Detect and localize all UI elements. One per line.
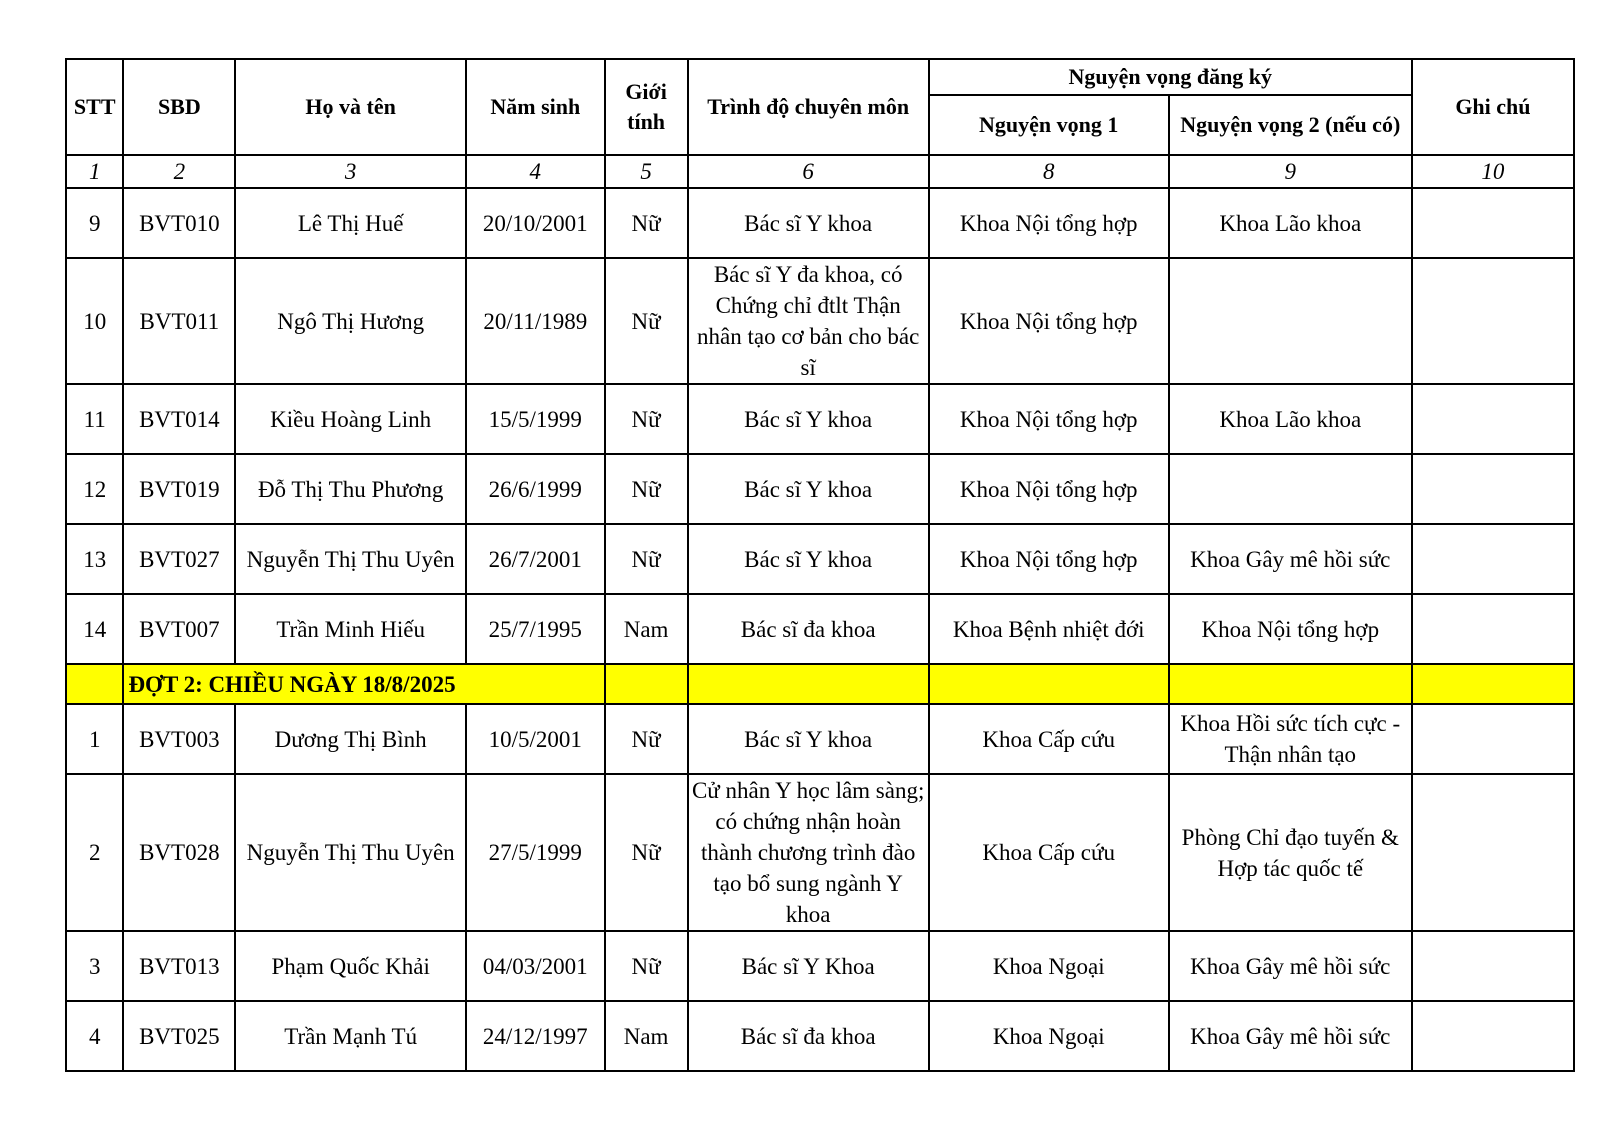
cell-gender: Nữ <box>605 774 688 931</box>
cell-qualification: Bác sĩ Y Khoa <box>688 931 929 1001</box>
cell-note <box>1412 258 1574 384</box>
cell-sbd: BVT003 <box>123 704 235 774</box>
cell-stt: 1 <box>66 704 123 774</box>
cell-qualification: Bác sĩ đa khoa <box>688 1001 929 1071</box>
cell-dob: 26/7/2001 <box>466 524 604 594</box>
cell-preference-1: Khoa Bệnh nhiệt đới <box>929 594 1169 664</box>
cell-sbd: BVT011 <box>123 258 235 384</box>
column-number: 8 <box>929 155 1169 188</box>
cell-qualification: Bác sĩ Y đa khoa, có Chứng chỉ đtlt Thận nhân tạo cơ bản cho bác sĩ <box>688 258 929 384</box>
cell-gender: Nữ <box>605 704 688 774</box>
cell-qualification: Bác sĩ Y khoa <box>688 384 929 454</box>
cell-name: Trần Mạnh Tú <box>235 1001 466 1071</box>
cell-qualification: Bác sĩ Y khoa <box>688 454 929 524</box>
header-preference-2: Nguyện vọng 2 (nếu có) <box>1169 95 1412 155</box>
cell-stt: 3 <box>66 931 123 1001</box>
cell-preference-1: Khoa Cấp cứu <box>929 774 1169 931</box>
section-row <box>66 664 1574 704</box>
table-row <box>66 1001 1574 1071</box>
cell-stt: 4 <box>66 1001 123 1071</box>
cell-dob: 25/7/1995 <box>466 594 604 664</box>
cell-preference-1: Khoa Ngoại <box>929 1001 1169 1071</box>
cell-gender: Nam <box>605 594 688 664</box>
header-stt: STT <box>66 59 123 155</box>
column-number: 2 <box>123 155 235 188</box>
section-blank-cell <box>605 664 688 704</box>
cell-dob: 24/12/1997 <box>466 1001 604 1071</box>
cell-stt: 14 <box>66 594 123 664</box>
cell-sbd: BVT013 <box>123 931 235 1001</box>
table-row <box>66 931 1574 1001</box>
column-number: 10 <box>1412 155 1574 188</box>
cell-stt: 10 <box>66 258 123 384</box>
header-qualification: Trình độ chuyên môn <box>688 59 929 155</box>
header-name: Họ và tên <box>235 59 466 155</box>
cell-dob: 15/5/1999 <box>466 384 604 454</box>
cell-gender: Nữ <box>605 931 688 1001</box>
section-blank-cell <box>1169 664 1412 704</box>
table-row <box>66 258 1574 384</box>
cell-stt: 12 <box>66 454 123 524</box>
cell-note <box>1412 384 1574 454</box>
cell-note <box>1412 188 1574 258</box>
cell-sbd: BVT019 <box>123 454 235 524</box>
cell-preference-2 <box>1169 258 1412 384</box>
column-number: 1 <box>66 155 123 188</box>
cell-preference-2 <box>1169 454 1412 524</box>
cell-name: Ngô Thị Hương <box>235 258 466 384</box>
cell-dob: 10/5/2001 <box>466 704 604 774</box>
header-preference-1: Nguyện vọng 1 <box>929 95 1169 155</box>
section-blank-cell <box>929 664 1169 704</box>
cell-note <box>1412 1001 1574 1071</box>
cell-name: Trần Minh Hiếu <box>235 594 466 664</box>
cell-preference-2: Khoa Gây mê hồi sức <box>1169 524 1412 594</box>
cell-preference-1: Khoa Nội tổng hợp <box>929 454 1169 524</box>
cell-name: Phạm Quốc Khải <box>235 931 466 1001</box>
cell-preference-1: Khoa Nội tổng hợp <box>929 524 1169 594</box>
cell-qualification: Bác sĩ đa khoa <box>688 594 929 664</box>
cell-name: Lê Thị Huế <box>235 188 466 258</box>
cell-note <box>1412 454 1574 524</box>
cell-preference-2: Khoa Nội tổng hợp <box>1169 594 1412 664</box>
cell-gender: Nữ <box>605 384 688 454</box>
table-row <box>66 524 1574 594</box>
cell-name: Đỗ Thị Thu Phương <box>235 454 466 524</box>
cell-sbd: BVT010 <box>123 188 235 258</box>
section-title: ĐỢT 2: CHIỀU NGÀY 18/8/2025 <box>123 664 604 704</box>
column-number: 3 <box>235 155 466 188</box>
cell-note <box>1412 774 1574 931</box>
cell-dob: 20/11/1989 <box>466 258 604 384</box>
candidate-table <box>65 58 1575 1072</box>
cell-preference-2: Khoa Lão khoa <box>1169 188 1412 258</box>
column-number: 4 <box>466 155 604 188</box>
header-gender: Giới tính <box>605 59 688 155</box>
cell-preference-1: Khoa Nội tổng hợp <box>929 384 1169 454</box>
table-row <box>66 384 1574 454</box>
cell-stt: 9 <box>66 188 123 258</box>
cell-preference-1: Khoa Cấp cứu <box>929 704 1169 774</box>
cell-preference-1: Khoa Nội tổng hợp <box>929 188 1169 258</box>
cell-note <box>1412 594 1574 664</box>
table-row <box>66 188 1574 258</box>
cell-name: Nguyễn Thị Thu Uyên <box>235 774 466 931</box>
cell-preference-2: Khoa Gây mê hồi sức <box>1169 1001 1412 1071</box>
cell-preference-2: Khoa Lão khoa <box>1169 384 1412 454</box>
cell-preference-1: Khoa Ngoại <box>929 931 1169 1001</box>
cell-qualification: Cử nhân Y học lâm sàng; có chứng nhận hoàn thành chương trình đào tạo bổ sung ngành Y khoa <box>688 774 929 931</box>
cell-sbd: BVT014 <box>123 384 235 454</box>
header-preferences: Nguyện vọng đăng ký <box>929 59 1412 95</box>
cell-sbd: BVT025 <box>123 1001 235 1071</box>
header-sbd: SBD <box>123 59 235 155</box>
section-blank-cell <box>1412 664 1574 704</box>
cell-note <box>1412 931 1574 1001</box>
cell-gender: Nữ <box>605 524 688 594</box>
cell-dob: 20/10/2001 <box>466 188 604 258</box>
cell-name: Kiều Hoàng Linh <box>235 384 466 454</box>
cell-gender: Nữ <box>605 188 688 258</box>
cell-stt: 13 <box>66 524 123 594</box>
cell-preference-2: Phòng Chỉ đạo tuyến & Hợp tác quốc tế <box>1169 774 1412 931</box>
table-row <box>66 774 1574 931</box>
cell-sbd: BVT027 <box>123 524 235 594</box>
cell-gender: Nam <box>605 1001 688 1071</box>
cell-note <box>1412 524 1574 594</box>
cell-preference-2: Khoa Gây mê hồi sức <box>1169 931 1412 1001</box>
cell-sbd: BVT028 <box>123 774 235 931</box>
cell-name: Nguyễn Thị Thu Uyên <box>235 524 466 594</box>
cell-gender: Nữ <box>605 258 688 384</box>
column-number: 6 <box>688 155 929 188</box>
section-blank-cell <box>66 664 123 704</box>
cell-stt: 11 <box>66 384 123 454</box>
cell-stt: 2 <box>66 774 123 931</box>
table-row <box>66 704 1574 774</box>
cell-name: Dương Thị Bình <box>235 704 466 774</box>
cell-preference-2: Khoa Hồi sức tích cực - Thận nhân tạo <box>1169 704 1412 774</box>
cell-sbd: BVT007 <box>123 594 235 664</box>
cell-qualification: Bác sĩ Y khoa <box>688 704 929 774</box>
cell-note <box>1412 704 1574 774</box>
cell-preference-1: Khoa Nội tổng hợp <box>929 258 1169 384</box>
cell-dob: 26/6/1999 <box>466 454 604 524</box>
header-dob: Năm sinh <box>466 59 604 155</box>
column-number: 9 <box>1169 155 1412 188</box>
section-blank-cell <box>688 664 929 704</box>
column-number: 5 <box>605 155 688 188</box>
table-row <box>66 594 1574 664</box>
column-number-row <box>66 155 1574 188</box>
cell-qualification: Bác sĩ Y khoa <box>688 524 929 594</box>
table-row <box>66 454 1574 524</box>
cell-dob: 04/03/2001 <box>466 931 604 1001</box>
header-note: Ghi chú <box>1412 59 1574 155</box>
cell-dob: 27/5/1999 <box>466 774 604 931</box>
cell-qualification: Bác sĩ Y khoa <box>688 188 929 258</box>
cell-gender: Nữ <box>605 454 688 524</box>
